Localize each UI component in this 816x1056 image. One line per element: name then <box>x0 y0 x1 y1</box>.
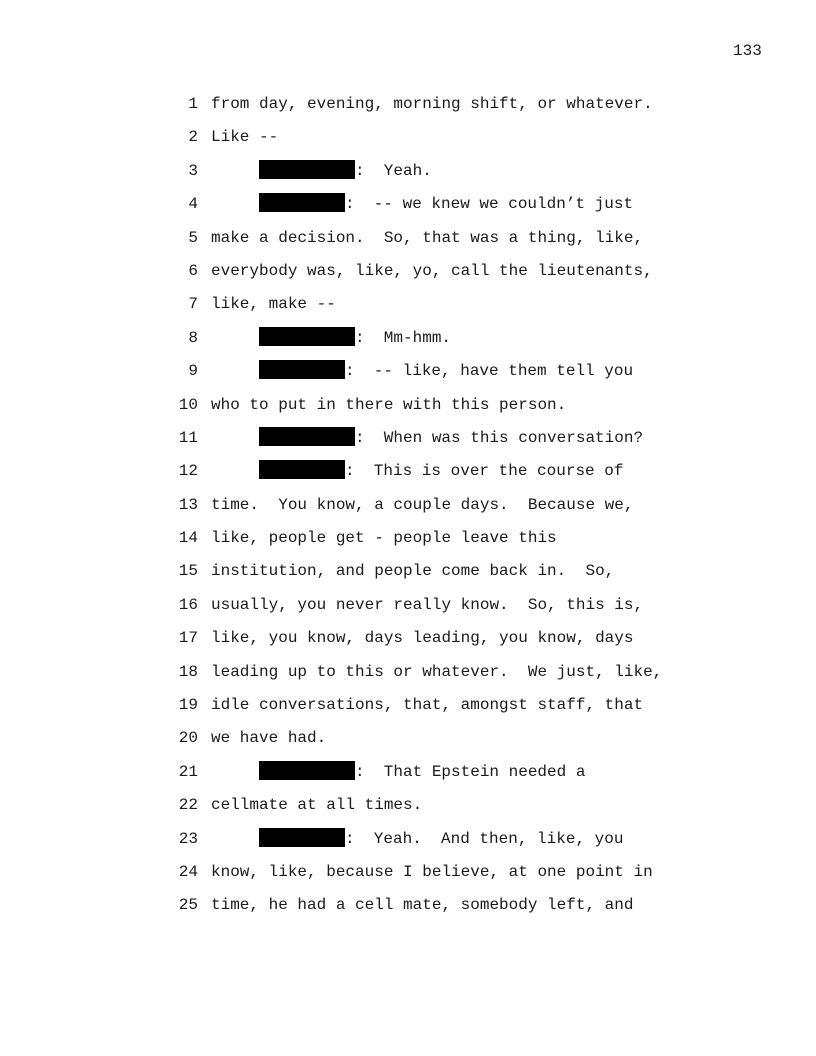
line-content: institution, and people come back in. So, <box>211 562 615 581</box>
line-content: like, make -- <box>211 295 336 314</box>
line-content: know, like, because I believe, at one point in <box>211 862 653 881</box>
line-content: like, people get - people leave this <box>211 529 557 548</box>
line-content: : -- like, have them tell you <box>345 362 634 381</box>
line-content: : Yeah. <box>355 161 432 180</box>
line-text <box>211 591 643 619</box>
line-content: : -- we knew we couldn’t just <box>345 195 634 214</box>
line-number: 1 <box>188 95 198 113</box>
speaker-line-text <box>259 357 633 385</box>
redacted-speaker-name <box>259 327 355 346</box>
line-number: 12 <box>178 462 198 481</box>
transcript-line <box>0 825 816 858</box>
line-number: 14 <box>178 529 198 548</box>
line-number: 19 <box>178 696 198 715</box>
transcript-line <box>0 290 816 323</box>
line-number: 22 <box>178 796 198 815</box>
line-number: 15 <box>178 562 198 581</box>
transcript-line <box>0 758 816 791</box>
line-number: 6 <box>188 261 198 280</box>
speaker-line-text <box>259 324 451 352</box>
line-content: we have had. <box>211 729 327 748</box>
line-text <box>211 290 336 318</box>
line-content: cellmate at all times. <box>211 796 423 815</box>
line-content: who to put in there with this person. <box>211 395 567 414</box>
line-content: like, you know, days leading, you know, days <box>211 629 634 648</box>
redacted-speaker-name <box>259 360 345 379</box>
line-text <box>211 691 643 719</box>
transcript-line <box>0 357 816 390</box>
line-text <box>211 90 653 118</box>
transcript-line <box>0 624 816 657</box>
transcript-line <box>0 391 816 424</box>
line-text <box>211 858 653 886</box>
line-content: : Mm-hmm. <box>355 328 452 347</box>
transcript-line <box>0 791 816 824</box>
line-content: idle conversations, that, amongst staff, that <box>211 696 644 715</box>
transcript-line <box>0 424 816 457</box>
line-number: 5 <box>188 228 198 247</box>
speaker-line-text <box>259 157 432 185</box>
line-number: 2 <box>188 128 198 147</box>
line-text <box>211 724 326 752</box>
line-text <box>211 391 566 419</box>
line-text <box>211 658 662 686</box>
line-number: 16 <box>178 595 198 614</box>
transcript-line <box>0 123 816 156</box>
transcript-line <box>0 858 816 891</box>
line-content: leading up to this or whatever. We just, like, <box>211 662 663 681</box>
line-number: 18 <box>178 662 198 681</box>
line-content: : This is over the course of <box>345 462 624 481</box>
redacted-speaker-name <box>259 427 355 446</box>
transcript-line <box>0 157 816 190</box>
line-number: 17 <box>178 629 198 648</box>
line-number: 3 <box>188 161 198 180</box>
page-number: 133 <box>733 42 762 60</box>
speaker-line-text <box>259 190 633 218</box>
line-text <box>211 491 633 519</box>
line-content: everybody was, like, yo, call the lieutenants, <box>211 261 653 280</box>
line-number: 8 <box>188 328 198 347</box>
line-text <box>211 891 633 919</box>
transcript-line <box>0 90 816 123</box>
line-number: 9 <box>188 362 198 381</box>
transcript-line <box>0 557 816 590</box>
line-number: 24 <box>178 862 198 881</box>
speaker-line-text <box>259 457 623 485</box>
line-number: 20 <box>178 729 198 748</box>
speaker-line-text <box>259 825 623 853</box>
redacted-speaker-name <box>259 160 355 179</box>
line-number: 7 <box>188 295 198 314</box>
line-text <box>211 524 557 552</box>
line-text <box>211 224 643 252</box>
line-content: : That Epstein needed a <box>355 762 586 781</box>
line-text <box>211 257 653 285</box>
transcript-line <box>0 524 816 557</box>
line-text <box>211 624 633 652</box>
line-text <box>211 791 422 819</box>
transcript-line <box>0 691 816 724</box>
transcript-line <box>0 457 816 490</box>
transcript-line <box>0 891 816 924</box>
line-number: 21 <box>178 762 198 781</box>
redacted-speaker-name <box>259 828 345 847</box>
redacted-speaker-name <box>259 193 345 212</box>
line-content: from day, evening, morning shift, or whatever. <box>211 95 653 113</box>
transcript-line <box>0 324 816 357</box>
speaker-line-text <box>259 424 643 452</box>
line-content: make a decision. So, that was a thing, like, <box>211 228 644 247</box>
transcript-line <box>0 658 816 691</box>
line-content: Like -- <box>211 128 279 147</box>
transcript-line <box>0 724 816 757</box>
line-number: 13 <box>178 495 198 514</box>
line-number: 10 <box>178 395 198 414</box>
line-content: : When was this conversation? <box>355 428 644 447</box>
line-text <box>211 557 614 585</box>
line-content: time. You know, a couple days. Because we, <box>211 495 634 514</box>
line-number: 4 <box>188 195 198 214</box>
line-number: 23 <box>178 829 198 848</box>
transcript-line <box>0 491 816 524</box>
transcript-line <box>0 257 816 290</box>
transcript-body <box>0 90 816 925</box>
line-number: 11 <box>178 428 198 447</box>
line-content: time, he had a cell mate, somebody left, and <box>211 896 634 915</box>
line-content: usually, you never really know. So, this is, <box>211 595 644 614</box>
line-content: : Yeah. And then, like, you <box>345 829 624 848</box>
transcript-line <box>0 224 816 257</box>
line-number: 25 <box>178 896 198 915</box>
redacted-speaker-name <box>259 460 345 479</box>
speaker-line-text <box>259 758 585 786</box>
line-text <box>211 123 278 151</box>
transcript-line <box>0 591 816 624</box>
transcript-line <box>0 190 816 223</box>
redacted-speaker-name <box>259 761 355 780</box>
